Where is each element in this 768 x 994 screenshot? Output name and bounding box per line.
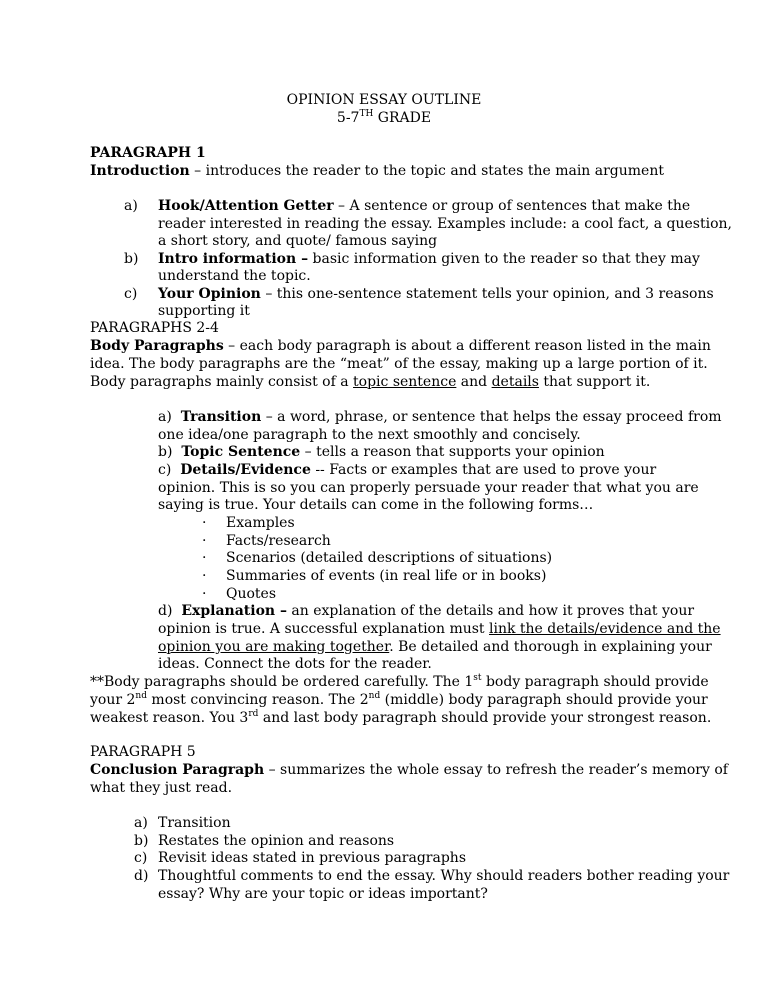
conclusion-item: Transition xyxy=(158,815,231,831)
ordering-note-line3: weakest reason. You 3rd and last body paragraph should provide your strongest reason. xyxy=(90,709,712,726)
ordering-note-line2: your 2nd most convincing reason. The 2nd (middle) body paragraph should provide your xyxy=(90,691,708,708)
opinion-item: Your Opinion – this one-sentence statement tells your opinion, and 3 reasons xyxy=(158,286,714,302)
paragraphs2-4-heading: PARAGRAPHS 2-4 xyxy=(90,320,219,336)
intro-definition: Introduction – introduces the reader to the topic and states the main argument xyxy=(90,163,664,179)
conclusion-item: Thoughtful comments to end the essay. Why should readers bother reading your xyxy=(158,868,730,884)
conclusion-definition-line2: what they just read. xyxy=(90,780,233,796)
transition-item-line2: one idea/one paragraph to the next smoothly and concisely. xyxy=(158,427,581,443)
bullet-item: Summaries of events (in real life or in books) xyxy=(226,568,547,584)
ordering-note: **Body paragraphs should be ordered carefully. The 1st body paragraph should provide xyxy=(90,673,709,690)
body-definition-line2: idea. The body paragraphs are the “meat” of the essay, making up a large portion of it. xyxy=(90,356,708,372)
conclusion-definition: Conclusion Paragraph – summarizes the whole essay to refresh the reader’s memory of xyxy=(90,762,728,778)
bullet-item: Quotes xyxy=(226,586,277,602)
hook-item: Hook/Attention Getter – A sentence or group of sentences that make the xyxy=(158,198,691,214)
bullet-icon: · xyxy=(202,550,207,566)
list-label: a) xyxy=(124,198,138,214)
explanation-item-line2: opinion is true. A successful explanation must link the details/evidence and the xyxy=(158,621,721,637)
conclusion-item: Restates the opinion and reasons xyxy=(158,833,395,849)
doc-title: OPINION ESSAY OUTLINE xyxy=(286,92,482,108)
details-item-line3: saying is true. Your details can come in the following forms… xyxy=(158,497,594,513)
conclusion-item: Revisit ideas stated in previous paragraphs xyxy=(158,850,466,866)
list-label: c) xyxy=(124,286,138,302)
paragraph5-heading: PARAGRAPH 5 xyxy=(90,744,196,760)
bullet-item: Scenarios (detailed descriptions of situations) xyxy=(226,550,553,566)
body-definition: Body Paragraphs – each body paragraph is about a different reason listed in the main xyxy=(90,338,711,354)
list-label: b) xyxy=(134,833,149,849)
bullet-icon: · xyxy=(202,568,207,584)
list-label: b) xyxy=(124,251,139,267)
doc-subtitle xyxy=(0,110,768,127)
explanation-item-line3: opinion you are making together. Be detailed and thorough in explaining your xyxy=(158,639,712,655)
hook-item-line3: a short story, and quote/ famous saying xyxy=(158,233,438,249)
conclusion-item-line2: essay? Why are your topic or ideas important? xyxy=(158,886,488,902)
opinion-item-line2: supporting it xyxy=(158,303,250,319)
explanation-item: d) Explanation – an explanation of the details and how it proves that your xyxy=(158,603,695,619)
grade-label: GRADE xyxy=(373,110,432,126)
body-definition-line3: Body paragraphs mainly consist of a topic sentence and details that support it. xyxy=(90,374,651,390)
topic-sentence-item: b) Topic Sentence – tells a reason that supports your opinion xyxy=(158,444,605,460)
intro-info-item-line2: understand the topic. xyxy=(158,268,311,284)
intro-info-item: Intro information – basic information given to the reader so that they may xyxy=(158,251,700,267)
paragraph1-heading: PARAGRAPH 1 xyxy=(90,145,206,161)
list-label: c) xyxy=(134,850,148,866)
transition-item: a) Transition – a word, phrase, or sentence that helps the essay proceed from xyxy=(158,409,722,425)
bullet-icon: · xyxy=(202,515,207,531)
hook-item-line2: reader interested in reading the essay. Examples include: a cool fact, a question, xyxy=(158,216,732,232)
bullet-icon: · xyxy=(202,586,207,602)
details-item: c) Details/Evidence -- Facts or examples that are used to prove your xyxy=(158,462,657,478)
explanation-item-line4: ideas. Connect the dots for the reader. xyxy=(158,656,432,672)
bullet-item: Facts/research xyxy=(226,533,331,549)
bullet-item: Examples xyxy=(226,515,295,531)
grade-range: 5-7 xyxy=(336,110,360,126)
bullet-icon: · xyxy=(202,533,207,549)
list-label: d) xyxy=(134,868,149,884)
list-label: a) xyxy=(134,815,148,831)
grade-superscript: TH xyxy=(359,109,374,119)
details-item-line2: opinion. This is so you can properly persuade your reader that what you are xyxy=(158,480,699,496)
